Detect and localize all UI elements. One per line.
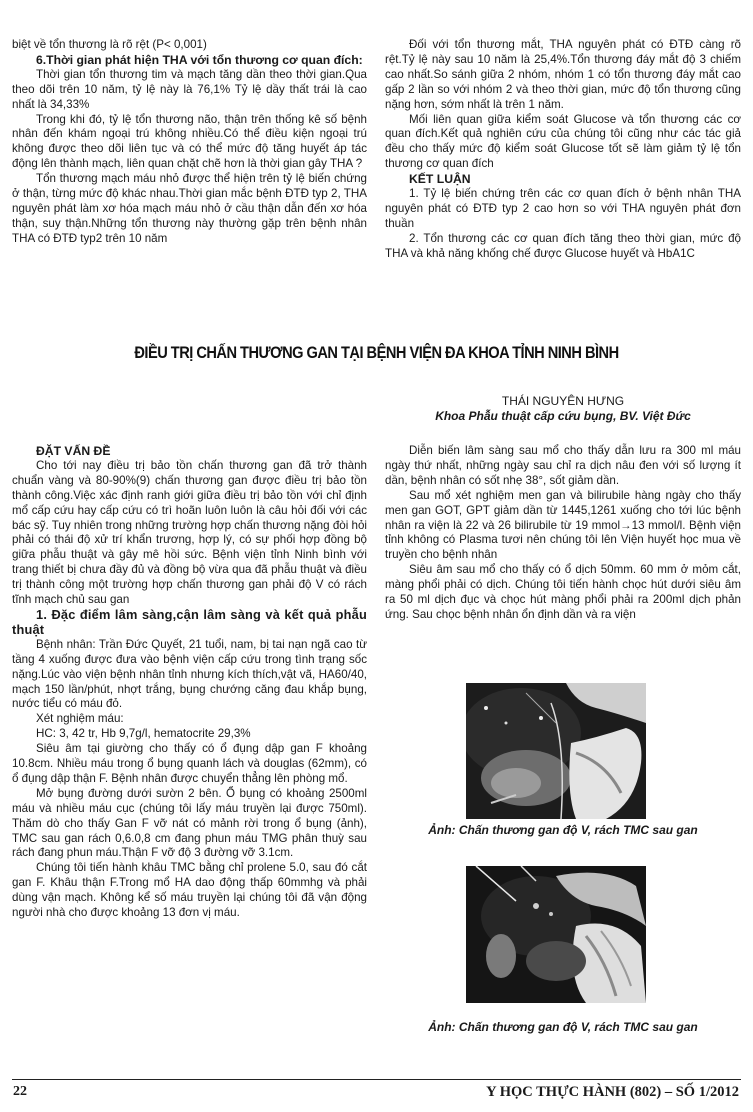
article-left-column bbox=[12, 444, 367, 921]
paragraph: 1. Tỷ lệ biến chứng trên các cơ quan đích ở bệnh nhân THA nguyên phát có ĐTĐ typ 2 cao hơn so với THA nguyên phát đơn thuần bbox=[385, 187, 741, 230]
prev-article-left-column bbox=[12, 38, 367, 247]
prev-article-right-column bbox=[385, 38, 741, 262]
journal-name: Y HỌC THỰC HÀNH (802) – SỐ 1/2012 bbox=[486, 1084, 739, 1100]
paragraph: biệt về tổn thương là rõ rệt (P< 0,001) bbox=[12, 38, 207, 51]
paragraph: Sau mổ xét nghiệm men gan và bilirubile hàng ngày cho thấy men gan GOT, GPT giảm dần từ 1445,1261 xuống cho tới lúc bệnh nhân ra viện là 22 và 26 bilirubile từ 19 mmol→13 mmol/l. Bệnh viện tỉnh không có Plasma tươi nên chúng tôi lên Viện huyết học mua về truyền cho bệnh nhân bbox=[385, 488, 741, 562]
paragraph: Đối với tổn thương mắt, THA nguyên phát có ĐTĐ càng rõ rệt.Tỷ lệ này sau 10 năm là 25,4%.Tổn thương đáy mắt độ 3 chiếm cao nhất.So sánh giữa 2 nhóm, nhóm 1 có tổn thương đáy mắt cao gấp 2 lần so với nhóm 2 và theo thời gian, mức độ tổn thương cũng nặng hơn, sớm nhất là trên 1 năm. bbox=[385, 38, 741, 111]
page-number: 22 bbox=[13, 1084, 27, 1099]
paragraph: Mối liên quan giữa kiểm soát Glucose và tổn thương các cơ quan đích.Kết quả nghiên cứu của chúng tôi cũng như các tác giả đều cho thấy mức độ kiểm soát Glucose tốt sẽ làm giảm tỷ lệ tổn thương cơ quan đích bbox=[385, 112, 741, 171]
section-heading-conclusion: KẾT LUẬN bbox=[409, 172, 471, 187]
paragraph: Siêu âm tại giường cho thấy có ổ đụng dập gan F khoảng 10.8cm. Nhiều máu trong ổ bụng quanh lách và douglas (62mm), có ổ đụng dập thận F. Bệnh nhân được chuyển thẳng lên phòng mổ. bbox=[12, 742, 367, 785]
paragraph: 2. Tổn thương các cơ quan đích tăng theo thời gian, mức độ THA và khả năng khống chế được Glucose huyết và HbA1C bbox=[385, 231, 741, 260]
photo-image bbox=[466, 683, 646, 819]
paragraph: Xét nghiệm máu: bbox=[36, 712, 124, 726]
surgical-photo-1 bbox=[466, 683, 646, 819]
figure-caption-1: Ảnh: Chấn thương gan độ V, rách TMC sau gan bbox=[428, 823, 698, 837]
photo-image bbox=[466, 866, 646, 1003]
footer-divider bbox=[12, 1079, 741, 1080]
paragraph: Tổn thương mạch máu nhỏ được thể hiện trên tỷ lệ biến chứng ở thận, từng mức độ khác nhau.Thời gian mắc bệnh ĐTĐ typ 2, THA nguyên phát làm xơ hóa mạch máu nhỏ ở cầu thận dẫn đến xơ hóa thận, suy thận.Những tổn thương này thường gặp trên bệnh nhân THA có ĐTĐ typ2 trên 10 năm bbox=[12, 172, 367, 245]
paragraph: Trong khi đó, tỷ lệ tổn thương não, thận trên thống kê số bệnh nhân đến khám ngoại trú không nhiều.Có thể điều kiện ngoại trú không được theo dõi liên tục và có thể mức độ tăng huyết áp tác động lên thành mạch, liên quan chặt chẽ hơn là thời gian gây THA ? bbox=[12, 112, 367, 171]
article-right-column bbox=[385, 444, 741, 623]
paragraph: Chúng tôi tiến hành khâu TMC bằng chỉ prolene 5.0, sau đó cắt gan F. Khâu thận F.Trong mổ HA dao động thấp 60mmhg và phải dùng vận mạch. Không kể số máu truyền lại chúng tôi đã vận động người nhà cho được khoảng 13 đơn vị máu. bbox=[12, 861, 367, 920]
paragraph: Mở bụng đường dưới sườn 2 bên. Ổ bụng có khoảng 2500ml máu và nhiều máu cục (chúng tôi lấy máu truyền lại được 750ml). Thăm dò cho thấy Gan F vỡ nát có mảnh rời trong ổ bụng (ảnh), TMC sau gan rách 0,6.0,8 cm đang phun máu TMG phân thuỳ sau rách đang phun máu.Thận F vỡ độ 3 đường vỡ 3.1cm. bbox=[12, 786, 367, 860]
paragraph: Diễn biến lâm sàng sau mổ cho thấy dẫn lưu ra 300 ml máu ngày thứ nhất, những ngày sau chỉ ra dịch nâu đen với số lượng ít dần, bệnh nhân có sốt nhẹ 38°, sốt giảm dần. bbox=[385, 444, 741, 487]
paragraph: Cho tới nay điều trị bảo tồn chấn thương gan đã trở thành chuẩn vàng và 80-90%(9) chấn thương gan được điều trị bảo tồn thành công.Việc xác định ranh giới giữa điều trị bảo tồn với chỉ định mổ cấp cứu hay cấp cứu có trì hoãn luôn luôn là câu hỏi đối với các bác sỹ. Tuy nhiên trong những trường hợp chấn thương nặng đòi hỏi phải có thái độ xử trí khẩn trương, hợp lý, có sự phối hợp đồng bộ giữa phẫu thuật và gây mê hồi sức. Bệnh viện tỉnh Ninh bình với trang thiết bị chưa đầy đủ và đồng bộ vừa qua đã phẫu thuật và điều trị thành công một trường hợp chấn thương gan phải độ V có rách tĩnh mạch chủ sau gan bbox=[12, 458, 367, 607]
article-title: ĐIỀU TRỊ CHẤN THƯƠNG GAN TẠI BỆNH VIỆN ĐA KHOA TỈNH NINH BÌNH bbox=[134, 343, 619, 362]
article-affiliation: Khoa Phẫu thuật cấp cứu bụng, BV. Việt Đức bbox=[435, 409, 691, 423]
section-heading: 6.Thời gian phát hiện THA với tổn thương cơ quan đích: bbox=[36, 52, 363, 67]
paragraph: HC: 3, 42 tr, Hb 9,7g/l, hematocrite 29,3% bbox=[36, 727, 251, 741]
article-author: THÁI NGUYÊN HƯNG bbox=[501, 394, 625, 408]
surgical-photo-2 bbox=[466, 866, 646, 1003]
section-heading-clinical: 1. Đặc điểm lâm sàng,cận lâm sàng và kết quả phẫu thuật bbox=[12, 606, 367, 637]
figure-caption-2: Ảnh: Chấn thương gan độ V, rách TMC sau gan bbox=[428, 1020, 698, 1034]
paragraph: Thời gian tổn thương tim và mạch tăng dần theo thời gian.Qua theo dõi trên 10 năm, tỷ lệ này là 76,1% Tỷ lệ dầy thất trái là cao nhất là 34,33% bbox=[12, 67, 367, 111]
paragraph: Siêu âm sau mổ cho thấy có ổ dịch 50mm. 60 mm ở mỏm cắt, màng phổi phải có dịch. Chúng tôi tiến hành chọc hút dưới siêu âm ra 50 ml dịch đục và chọc hút màng phổi phải ra 200ml dịch phản ứng. Sau chọc bệnh nhân ổn định dần và ra viện bbox=[385, 563, 741, 621]
paragraph: Bệnh nhân: Trần Đức Quyết, 21 tuổi, nam, bị tai nạn ngã cao từ tầng 4 xuống được đưa vào bệnh viện cấp cứu trong tình trạng sốc nặng.Lúc vào viện bệnh nhân tỉnh nhưng kích thích,vật vã, HA60/40, mạch 150 lần/phút, nhợt trắng, bụng chướng căng đau khắp bụng, nước tiểu có máu đỏ. bbox=[12, 637, 367, 711]
section-heading-introduction: ĐẶT VẤN ĐỀ bbox=[36, 444, 111, 458]
